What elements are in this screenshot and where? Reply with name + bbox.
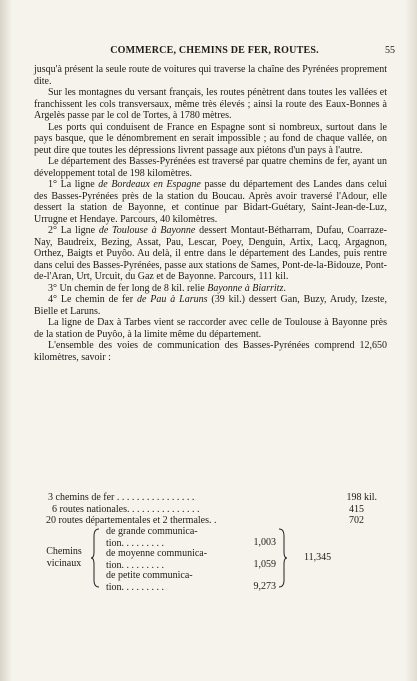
stat-label: 3 chemins de fer . . . . . . . . . . . . . . . .	[48, 492, 195, 503]
chemins-row	[106, 548, 276, 571]
page-header	[34, 45, 395, 59]
chemins-vicinaux-block	[34, 526, 387, 592]
paragraph: jusqu'à présent la seule route de voitures qui traverse la chaîne des Pyrénées proprement dite.	[34, 64, 387, 87]
italic-run: de Bordeaux en Espagne	[98, 179, 201, 190]
text-run: passe du département des Landes dans celui des Basses-Pyrénées près de la station du Boucau. Après avoir traversé l'Adour, elle dessert la station de Bayonne, et continue par Bidart-Guétary, Saint-Jean-de-Luz, Urrugne et Hendaye. Parcours, 40 kilomètres.	[34, 179, 387, 225]
paragraph: Sur les montagnes du versant français, les routes pénètrent dans toutes les vallées et franchissent les cols transversaux, même très élevés ; ainsi la route des Eaux-Bonnes à Argelès passe par le col de Tortes, à 1780 mètres.	[34, 87, 387, 121]
italic-run: Bayonne à Biarritz	[207, 282, 284, 294]
page-right-shadow	[405, 0, 417, 681]
chemins-total: 11,345	[304, 552, 332, 563]
stat-row	[34, 515, 387, 527]
chemins-row-value: 1,059	[253, 559, 276, 570]
paragraph: Le département des Basses-Pyrénées est traversé par quatre chemins de fer, ayant un développement total de 198 kilomètres.	[34, 156, 387, 179]
statistics-table	[34, 492, 387, 527]
stat-row	[34, 492, 387, 504]
body-text	[34, 64, 387, 363]
running-head: COMMERCE, CHEMINS DE FER, ROUTES.	[110, 45, 319, 56]
paragraph-line-3	[34, 283, 387, 295]
chemins-row	[106, 570, 276, 593]
page-number: 55	[385, 45, 395, 56]
chemins-row	[106, 526, 276, 549]
stat-row	[34, 504, 387, 516]
paragraph: Les ports qui conduisent de France en Espagne sont si nombreux, surtout dans le pays basque, que le dénombrement en serait impossible ; au fond de chaque vallée, on peut dire que toutes les dépressions livrent passage aux piétons d'un pays à l'autre.	[34, 121, 387, 156]
stat-value: 702	[349, 515, 364, 526]
paragraph-line-2	[34, 225, 387, 283]
paragraph: La ligne de Dax à Tarbes vient se raccorder avec celle de Toulouse à Bayonne près de la station de Puyôo, à la limite même du département.	[34, 317, 387, 340]
text-run: 3° Un chemin de fer long de 8 kil. relie	[48, 282, 208, 294]
paragraph-line-4	[34, 294, 387, 317]
stat-value: 198 kil.	[346, 492, 377, 503]
chemins-row-label-2: tion. . . . . . . . .	[106, 581, 165, 593]
stat-label: 20 routes départementales et 2 thermales. .	[46, 515, 217, 526]
chemins-vicinaux-label: Chemins vicinaux	[46, 546, 82, 569]
text-run: 2° La ligne	[48, 225, 99, 236]
paragraph-line-1	[34, 179, 387, 225]
chemins-row-value: 9,273	[253, 581, 276, 592]
italic-run: de Pau à Laruns	[136, 294, 208, 305]
chemins-row-value: 1,003	[253, 537, 276, 548]
text-run: .	[283, 282, 286, 294]
stat-value: 415	[349, 503, 364, 515]
chemins-row-label-1: de petite communica-	[106, 570, 193, 581]
left-brace-icon	[90, 528, 100, 588]
text-run: dessert Montaut-Bétharram, Dufau, Coarraze-Nay, Baudreix, Bezing, Assat, Pau, Lescar, Poey, Denguin, Artix, Lacq, Argagnon, Orthez, Baigts et Puyôo. Au delà, il entre dans le département des Landes, puis rentre dans celui des Basses-Pyrénées, passe aux stations de Sames, Pont-de-la-Bidouze, Pont-de-l'Aran, Urt, Urcuit, du Gaz et de Bayonne. Parcours, 111 kil.	[34, 225, 387, 282]
chemins-row-label-1: de moyenne communica-	[106, 548, 208, 559]
stat-label: 6 routes nationales. . . . . . . . . . . . . . .	[52, 503, 200, 515]
text-run: 1° La ligne	[48, 179, 99, 190]
page-left-shadow	[0, 0, 12, 681]
right-brace-icon	[278, 528, 288, 588]
paragraph: L'ensemble des voies de communication des Basses-Pyrénées comprend 12,650 kilomètres, savoir :	[34, 340, 387, 363]
italic-run: de Toulouse à Bayonne	[98, 225, 196, 236]
chemins-row-label-2: tion. . . . . . . . .	[106, 537, 165, 549]
chemins-row-label-1: de grande communica-	[106, 526, 198, 537]
text-run: (39 kil.) dessert Gan, Buzy, Arudy, Izeste, Bielle et Laruns.	[34, 294, 387, 317]
chemins-row-label-2: tion. . . . . . . . .	[106, 559, 165, 571]
text-run: 4° Le chemin de fer	[48, 294, 137, 305]
